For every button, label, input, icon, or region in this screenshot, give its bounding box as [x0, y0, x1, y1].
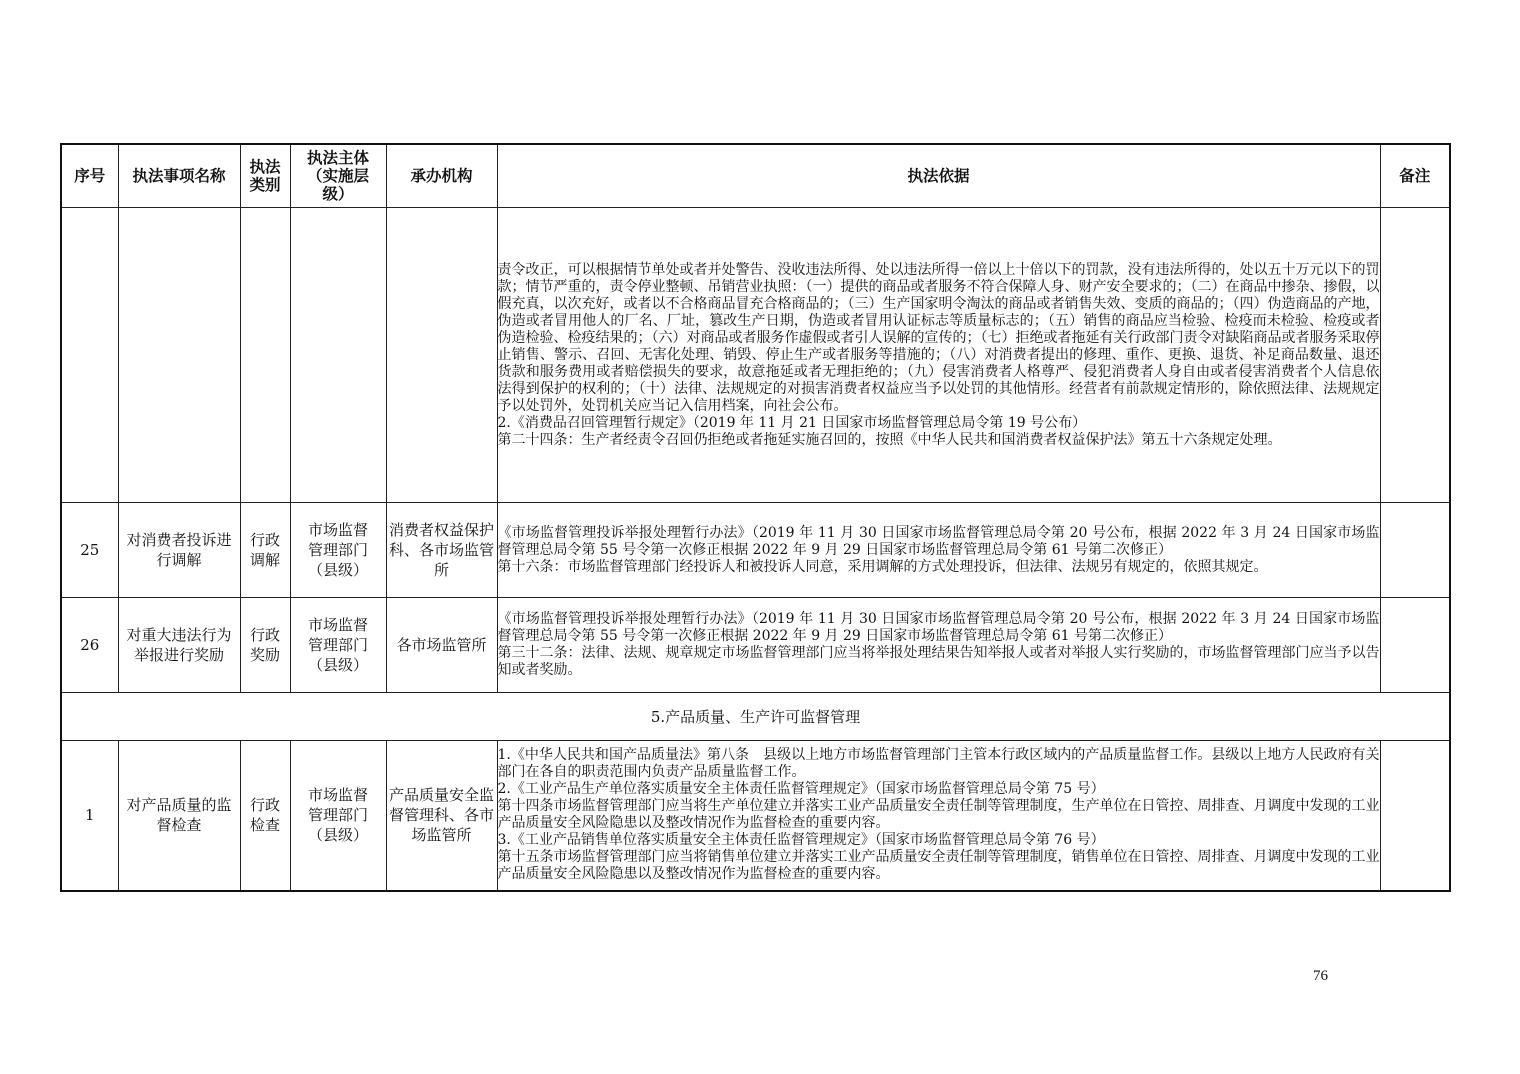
subject-cell: 市场监督管理部门（县级）	[290, 741, 386, 891]
basis-text: 第三十二条：法律、法规、规章规定市场监督管理部门应当将举报处理结果告知举报人或者对举报人实行奖励的，市场监督管理部门应当予以告知或者奖励。	[497, 645, 1380, 678]
remarks-cell	[1380, 741, 1450, 891]
basis-cell	[497, 741, 1380, 891]
header-name: 执法事项名称	[118, 144, 240, 208]
section-title: 5.产品质量、生产许可监督管理	[61, 693, 1450, 741]
remarks-cell	[1380, 598, 1450, 693]
header-remarks: 备注	[1380, 144, 1450, 208]
basis-text: 责令改正，可以根据情节单处或者并处警告、没收违法所得、处以违法所得一倍以上十倍以下的罚款，没有违法所得的，处以五十万元以下的罚款；情节严重的，责令停业整顿、吊销营业执照：（一）提供的商品或者服务不符合保障人身、财产安全要求的；（二）在商品中掺杂、掺假，以假充真，以次充好，或者以不合格商品冒充合格商品的；（三）生产国家明令淘汰的商品或者销售失效、变质的商品的；（四）伪造商品的产地，伪造或者冒用他人的厂名、厂址，篡改生产日期，伪造或者冒用认证标志等质量标志的；（五）销售的商品应当检验、检疫而未检验、检疫或者伪造检验、检疫结果的；（六）对商品或者服务作虚假或者引人误解的宣传的；（七）拒绝或者拖延有关行政部门责令对缺陷商品或者服务采取停止销售、警示、召回、无害化处理、销毁、停止生产或者服务等措施的；（八）对消费者提出的修理、重作、更换、退货、补足商品数量、退还货款和服务费用或者赔偿损失的要求，故意拖延或者无理拒绝的；（九）侵害消费者人格尊严、侵犯消费者人身自由或者侵害消费者个人信息依法得到保护的权利的；（十）法律、法规规定的对损害消费者权益应当予以处罚的其他情形。经营者有前款规定情形的，除依照法律、法规规定予以处罚外，处罚机关应当记入信用档案，向社会公布。	[497, 261, 1380, 414]
header-row	[61, 144, 1450, 208]
section-row	[61, 693, 1450, 741]
basis-text: 3.《工业产品销售单位落实质量安全主体责任监督管理规定》（国家市场监督管理总局令第 76 号）	[497, 832, 1105, 849]
basis-text: 《市场监督管理投诉举报处理暂行办法》（2019 年 11 月 30 日国家市场监督管理总局令第 20 号公布，根据 2022 年 3 月 24 日国家市场监督管理总局令第 55 号令第一次修正根据 2022 年 9 月 29 日国家市场监督管理总局令第 61 号第二次修正）	[497, 524, 1380, 558]
basis-text: 第二十四条：生产者经责令召回仍拒绝或者拖延实施召回的，按照《中华人民共和国消费者权益保护法》第五十六条规定处理。	[497, 431, 1282, 448]
name-cell: 对消费者投诉进行调解	[118, 503, 240, 598]
table-row	[61, 598, 1450, 693]
basis-text: 1.《中华人民共和国产品质量法》第八条 县级以上地方市场监督管理部门主管本行政区域内的产品质量监督工作。县级以上地方人民政府有关部门在各自的职责范围内负责产品质量监督工作。	[497, 747, 1380, 781]
basis-cell	[497, 598, 1380, 693]
header-category: 执法类别	[240, 144, 290, 208]
basis-cell	[497, 503, 1380, 598]
subject-cell: 市场监督管理部门（县级）	[290, 503, 386, 598]
category-cell: 行政检查	[240, 741, 290, 891]
enforcement-table	[60, 143, 1451, 892]
name-cell: 对重大违法行为举报进行奖励	[118, 598, 240, 693]
basis-cell	[497, 208, 1380, 503]
table-row-continued	[61, 208, 1450, 503]
header-subject: 执法主体（实施层级）	[290, 144, 386, 208]
agency-cell: 消费者权益保护科、各市场监管所	[386, 503, 497, 598]
table-row	[61, 741, 1450, 891]
name-cell: 对产品质量的监督检查	[118, 741, 240, 891]
seq-cell: 1	[61, 741, 118, 891]
category-cell: 行政调解	[240, 503, 290, 598]
seq-cell: 26	[61, 598, 118, 693]
subject-cell: 市场监督管理部门（县级）	[290, 598, 386, 693]
basis-text: 2.《消费品召回管理暂行规定》（2019 年 11 月 21 日国家市场监督管理总局令第 19 号公布）	[497, 414, 1087, 431]
header-agency: 承办机构	[386, 144, 497, 208]
basis-text: 第十五条市场监督管理部门应当将销售单位建立并落实工业产品质量安全责任制等管理制度，销售单位在日管控、周排查、月调度中发现的工业产品质量安全风险隐患以及整改情况作为监督检查的重要内容。	[497, 849, 1380, 883]
category-cell: 行政奖励	[240, 598, 290, 693]
header-basis: 执法依据	[497, 144, 1380, 208]
page-number: 76	[1313, 968, 1328, 984]
seq-cell: 25	[61, 503, 118, 598]
table-row	[61, 503, 1450, 598]
header-seq: 序号	[61, 144, 118, 208]
agency-cell: 各市场监管所	[386, 598, 497, 693]
basis-text: 第十六条：市场监督管理部门经投诉人和被投诉人同意，采用调解的方式处理投诉，但法律、法规另有规定的，依照其规定。	[497, 558, 1268, 575]
basis-text: 2.《工业产品生产单位落实质量安全主体责任监督管理规定》（国家市场监督管理总局令第 75 号）	[497, 781, 1105, 798]
basis-text: 第十四条市场监督管理部门应当将生产单位建立并落实工业产品质量安全责任制等管理制度，生产单位在日管控、周排查、月调度中发现的工业产品质量安全风险隐患以及整改情况作为监督检查的重要内容。	[497, 798, 1380, 832]
agency-cell: 产品质量安全监督管理科、各市场监管所	[386, 741, 497, 891]
remarks-cell	[1380, 503, 1450, 598]
basis-text: 《市场监督管理投诉举报处理暂行办法》（2019 年 11 月 30 日国家市场监督管理总局令第 20 号公布，根据 2022 年 3 月 24 日国家市场监督管理总局令第 55 号令第一次修正根据 2022 年 9 月 29 日国家市场监督管理总局令第 61 号第二次修正）	[497, 611, 1380, 644]
